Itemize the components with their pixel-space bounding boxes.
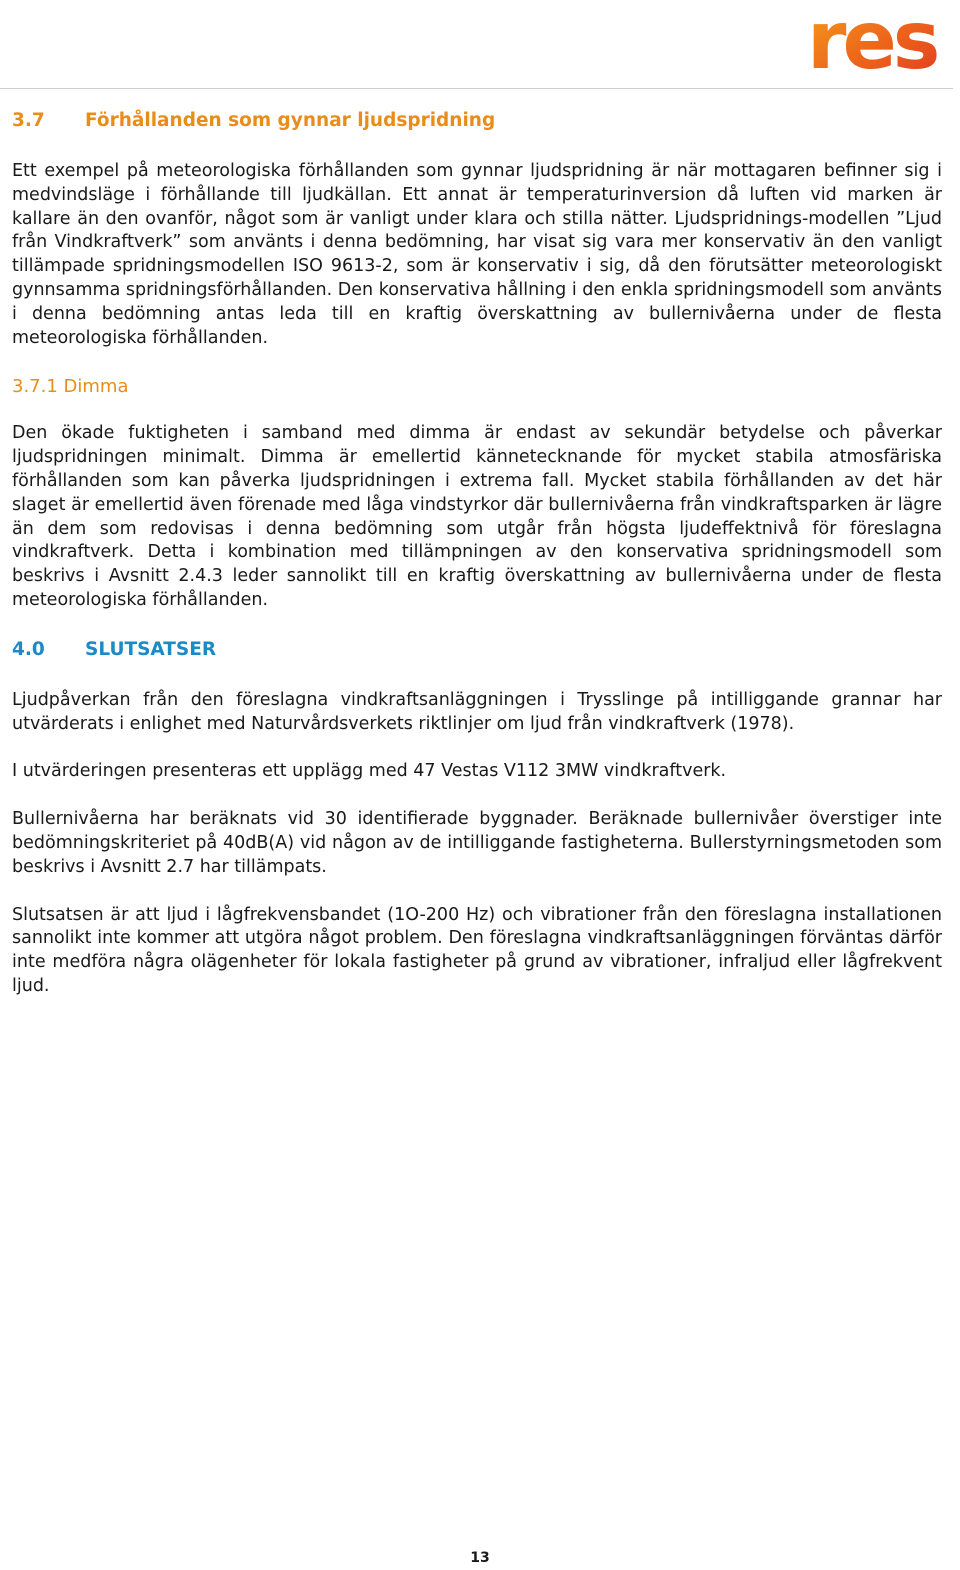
section-title: SLUTSATSER xyxy=(85,638,217,660)
subsection-heading-3-7-1: 3.7.1 Dimma xyxy=(12,376,129,398)
paragraph: Bullernivåerna har beräknats vid 30 identifierade byggnader. Beräknade bullernivåer överstiger inte bedömningskriteriet på 40dB(A) vid någon av de intilliggande fastigheterna. Bullerstyrningsmetoden som beskrivs i Avsnitt 2.7 har tillämpats. xyxy=(12,809,942,877)
section-number: 3.7 xyxy=(12,110,45,131)
header-divider xyxy=(0,88,953,89)
section-heading-3-7 xyxy=(12,108,942,134)
section-number: 4.0 xyxy=(12,638,45,660)
res-logo xyxy=(805,4,955,74)
paragraph: Den ökade fuktigheten i samband med dimma är endast av sekundär betydelse och påverkar ljudspridningen minimalt. Dimma är emellertid kännetecknande för mycket stabila atmosfäriska förhållanden som kan påverka ljudspridningen i extrema fall. Mycket stabila förhållanden av det här slaget är emellertid även förenade med låga vindstyrkor där bullernivåerna från vindkraftsparken är lägre än dem som redovisas i denna bedömning som utgår från högsta ljudeffektnivå för föreslagna vindkraftverk. Detta i kombination med tillämpningen av den konservativa spridningsmodell som beskrivs i Avsnitt 2.4.3 leder sannolikt till en kraftig överskattning av bullernivåerna under de flesta meteorologiska förhållanden. xyxy=(12,423,942,610)
logo-text: res xyxy=(807,4,937,74)
section-title: Förhållanden som gynnar ljudspridning xyxy=(85,110,496,131)
section-heading-4-0 xyxy=(12,637,942,663)
paragraph: Ljudpåverkan från den föreslagna vindkraftsanläggningen i Trysslinge på intilliggande grannar har utvärderats i enlighet med Naturvårdsverkets riktlinjer om ljud från vindkraftverk (1978). xyxy=(12,689,942,734)
document-body xyxy=(12,108,942,1023)
paragraph: I utvärderingen presenteras ett upplägg med 47 Vestas V112 3MW vindkraftverk. xyxy=(12,761,727,782)
page-number: 13 xyxy=(470,1550,490,1566)
paragraph: Slutsatsen är att ljud i lågfrekvensbandet (1O-200 Hz) och vibrationer från den föreslagna installationen sannolikt inte kommer att utgöra något problem. Den föreslagna vindkraftsanläggningen förväntas därför inte medföra några olägenheter för lokala fastigheter på grund av vibrationer, infraljud eller lågfrekvent ljud. xyxy=(12,904,942,996)
paragraph: Ett exempel på meteorologiska förhållanden som gynnar ljudspridning är när mottagaren befinner sig i medvindsläge i förhållande till ljudkällan. Ett annat är temperaturinversion då luften vid marken är kallare än den ovanför, något som är vanligt under klara och stilla nätter. Ljudspridnings-modellen ”Ljud från Vindkraftverk” som använts i denna bedömning, har visat sig vara mer konservativ än den vanligt tillämpade spridningsmodellen ISO 9613-2, som är konservativ i sig, då den förutsätter meteorologiskt gynnsamma spridningsförhållanden. Den konservativa hållning i den enkla spridningsmodell som använts i denna bedömning antas leda till en kraftig överskattning av bullernivåerna under de flesta meteorologiska förhållanden. xyxy=(12,161,942,348)
